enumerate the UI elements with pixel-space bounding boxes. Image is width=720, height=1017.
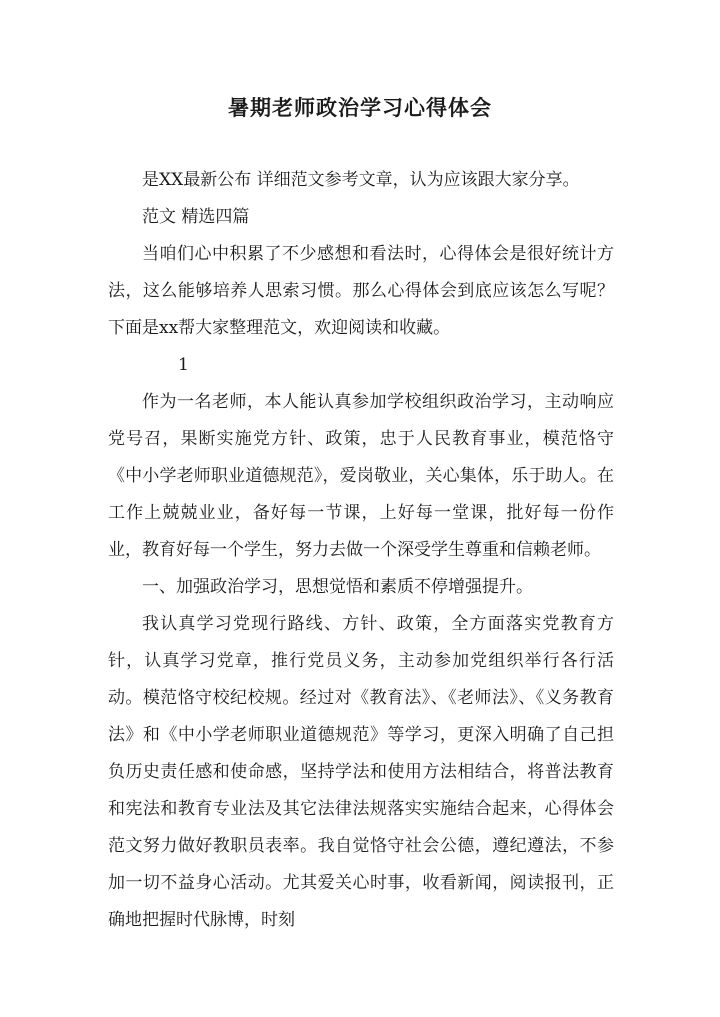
intro-paragraph: 是XX最新公布 详细范文参考文章，认为应该跟大家分享。 [142, 170, 580, 190]
body-paragraph: 作为一名老师，本人能认真参加学校组织政治学习，主动响应党号召，果断实施党方针、政策，忠于人民教育事业，模范恪守《中小学老师职业道德规范》，爱岗敬业，关心集体，乐于助人。在工作上兢兢业业，备好每一节课，上好每一堂课，批好每一份作业，教育好每一个学生，努力去做一个深受学生尊重和信赖老师。 [108, 392, 614, 560]
selection-note: 范文 精选四篇 [142, 207, 250, 227]
document-title: 暑期老师政治学习心得体会 [228, 95, 492, 120]
section-heading: 一、加强政治学习，思想觉悟和素质不停增强提升。 [142, 577, 533, 597]
section-number: 1 [178, 355, 189, 375]
body-paragraph: 我认真学习党现行路线、方针、政策，全方面落实党教育方针，认真学习党章，推行党员义务，主动参加党组织举行各行活动。模范恪守校纪校规。经过对《教育法》、《老师法》、《义务教育法》和《中小学老师职业道德规范》等学习，更深入明确了自己担负历史责任感和使命感，坚持学法和使用方法相结合，将普法教育和宪法和教育专业法及其它法律法规落实实施结合起来，心得体会范文努力做好教职员表率。我自觉恪守社会公德，遵纪遵法，不参加一切不益身心活动。尤其爱关心时事，收看新闻，阅读报刊，正确地把握时代脉博，时刻 [108, 614, 614, 930]
preface-paragraph: 当咱们心中积累了不少感想和看法时，心得体会是很好统计方法，这么能够培养人思索习惯。那么心得体会到底应该怎么写呢？下面是xx帮大家整理范文，欢迎阅读和收藏。 [108, 244, 614, 338]
document-body [108, 162, 614, 939]
